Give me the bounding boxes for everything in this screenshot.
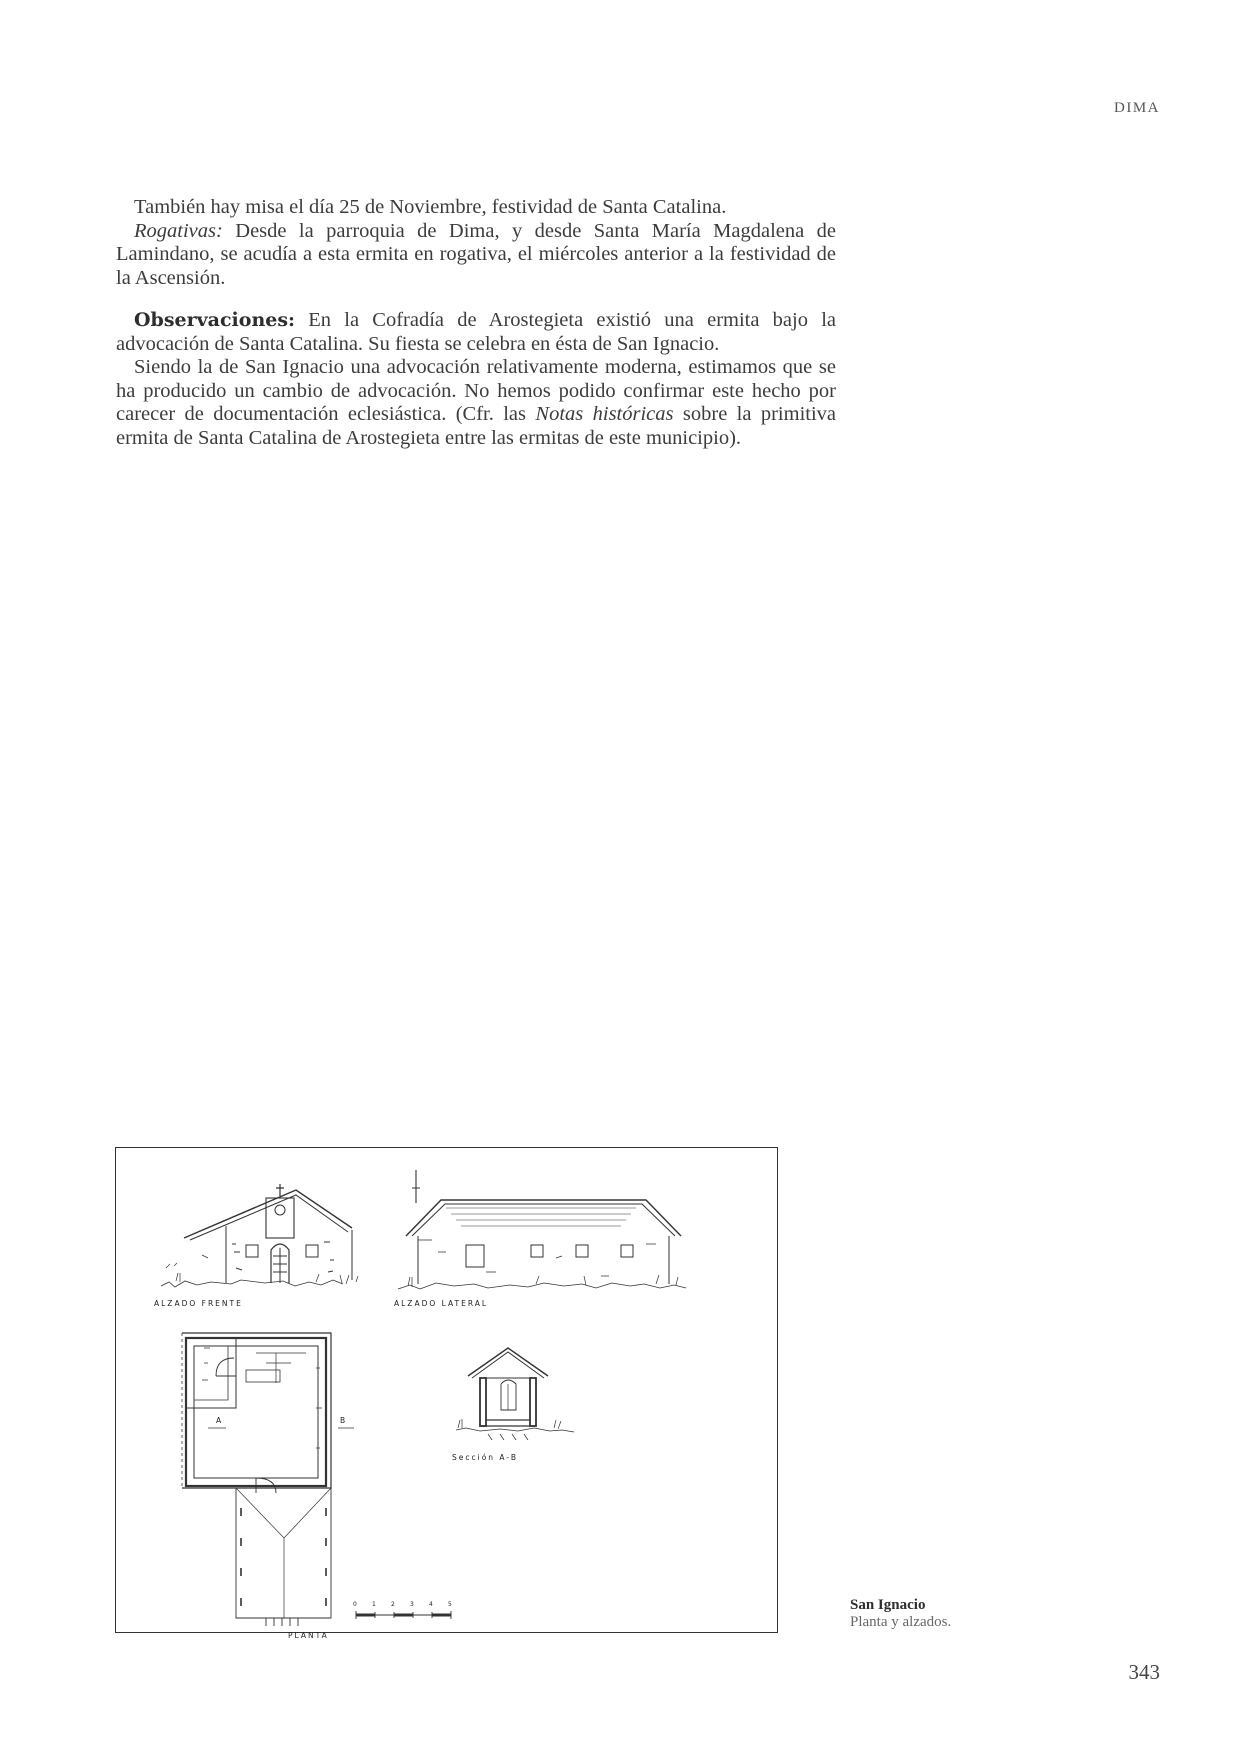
section-mark-a: A — [216, 1416, 224, 1425]
caption-title: San Ignacio — [850, 1597, 926, 1613]
paragraph-misa: También hay misa el día 25 de Noviembre, festividad de Santa Catalina. — [134, 196, 727, 218]
scale-tick-2: 2 — [391, 1601, 395, 1608]
label-planta: PLANTA — [288, 1631, 329, 1640]
advocacion-text-b: sobre la primitiva ermita de Santa Catalina de Arostegieta entre las ermitas de este municipio). — [116, 403, 837, 449]
paragraph-observaciones — [116, 309, 836, 356]
advocacion-text-a: Siendo la de San Ignacio una advocación relativamente moderna, estimamos que se ha producido un cambio de advocación. No hemos podido confirmar este hecho por carecer de documentación eclesiástica. (Cfr. las — [116, 356, 836, 425]
architectural-figure — [115, 1147, 778, 1640]
scale-tick-0: 0 — [353, 1601, 357, 1608]
rogativas-text: Desde la parroquia de Dima, y desde Santa María Magdalena de Lamindano, se acudía a esta ermita en rogativa, el miércoles anterior a la festividad de la Ascensión. — [116, 219, 836, 289]
rogativas-label: Rogativas: — [134, 219, 223, 242]
floor-plan — [182, 1333, 354, 1626]
caption-subtitle: Planta y alzados. — [850, 1614, 952, 1630]
body-text — [116, 196, 836, 450]
architectural-drawing — [116, 1148, 777, 1640]
side-elevation — [398, 1170, 686, 1289]
scale-tick-4: 4 — [429, 1601, 433, 1608]
scale-tick-3: 3 — [410, 1601, 414, 1608]
scale-tick-1: 1 — [372, 1601, 376, 1608]
observaciones-label: Observaciones: — [134, 309, 296, 331]
observaciones-text: En la Cofradía de Arostegieta existió una ermita bajo la advocación de Santa Catalina. Su fiesta se celebra en ésta de San Ignacio. — [116, 309, 836, 355]
running-head: DIMA — [1114, 100, 1160, 116]
page-number: 343 — [1128, 1660, 1160, 1684]
scale-bar — [356, 1611, 451, 1619]
scale-tick-5: 5 — [448, 1601, 452, 1608]
paragraph-rogativas — [116, 220, 836, 291]
section-ab — [456, 1348, 574, 1440]
label-alzado-lateral: ALZADO LATERAL — [394, 1299, 489, 1308]
label-alzado-frente: ALZADO FRENTE — [154, 1299, 243, 1308]
paragraph-advocacion — [116, 356, 836, 450]
notas-historicas-ref: Notas históricas — [535, 403, 674, 425]
section-mark-b: B — [340, 1416, 348, 1425]
label-seccion-ab: Sección A-B — [452, 1453, 518, 1462]
figure-caption — [850, 1597, 1050, 1631]
front-elevation — [161, 1184, 358, 1287]
